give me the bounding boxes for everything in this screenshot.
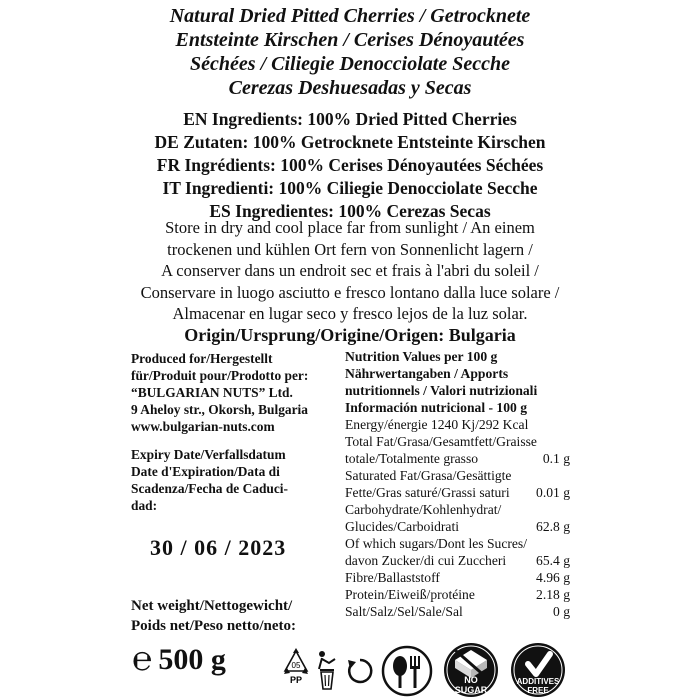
ingredients-it: IT Ingredienti: 100% Ciliegie Denocciolate Secche <box>162 178 538 198</box>
nutrition-label: Fibre/Ballaststoff <box>345 570 440 585</box>
storage-line: Almacenar en lugar seco y fresco lejos de la luz solar. <box>172 304 528 324</box>
recycle-number: 05 <box>291 661 301 670</box>
product-title <box>0 4 700 100</box>
additives-line2: FREE <box>527 686 549 695</box>
nutrition-row <box>345 552 570 569</box>
nutrition-row <box>345 416 570 433</box>
tidyman-bin-icon <box>313 649 339 695</box>
nutrition-header: Nährwertangaben / Apports <box>345 366 509 381</box>
nutrition-value: 0.1 g <box>542 451 570 466</box>
expiry-label-line: Expiry Date/Verfallsdatum <box>131 447 286 462</box>
no-sugar-line1: NO <box>464 675 478 685</box>
nutrition-value: 62.8 g <box>536 519 570 534</box>
expiry-label-line: dad: <box>131 498 158 513</box>
nutrition-row <box>345 586 570 603</box>
nutrition-label: Glucides/Carboidrati <box>345 519 460 534</box>
nutrition-header: nutritionnels / Valori nutrizionali <box>345 383 538 398</box>
ingredients-de: DE Zutaten: 100% Getrocknete Entsteinte Kirschen <box>154 132 546 152</box>
weight-amount: 500 g <box>158 643 226 676</box>
producer-line: für/Produit pour/Prodotto per: <box>131 368 309 383</box>
ingredients-es: ES Ingredientes: 100% Cerezas Secas <box>209 201 491 221</box>
recycle-loop-icon <box>345 655 375 691</box>
storage-instructions <box>0 217 700 325</box>
nutrition-label: totale/Totalmente grasso <box>345 451 479 466</box>
ingredients-block <box>0 108 700 223</box>
additives-line1: ADDITIVES <box>516 677 560 686</box>
recycle-code: PP <box>289 675 303 685</box>
storage-line: trockenen und kühlen Ort fern von Sonnenlicht lagern / <box>167 239 533 259</box>
nutrition-header: Nutrition Values per 100 g <box>345 349 498 364</box>
net-weight-line: Poids net/Peso netto/neto: <box>131 618 296 634</box>
producer-website: www.bulgarian-nuts.com <box>131 419 275 434</box>
title-line: Natural Dried Pitted Cherries / Getrocknete <box>169 5 531 27</box>
nutrition-row <box>345 484 570 501</box>
producer-info <box>131 350 308 435</box>
no-sugar-line2: SUGAR <box>454 685 488 695</box>
food-safe-icon <box>379 644 435 698</box>
nutrition-label: Energy/énergie 1240 Kj/292 Kcal <box>345 417 529 432</box>
estimated-sign-icon: ℮ <box>132 641 153 678</box>
expiry-date: 30 / 06 / 2023 <box>150 535 287 560</box>
nutrition-label: Of which sugars/Dont les Sucres/ <box>345 536 527 551</box>
producer-line: Produced for/Hergestellt <box>131 351 273 366</box>
title-line: Entsteinte Kirschen / Cerises Dénoyautées <box>175 29 525 51</box>
net-weight-label <box>131 596 296 636</box>
nutrition-row <box>345 450 570 467</box>
storage-line: A conserver dans un endroit sec et frais à l'abri du soleil / <box>161 261 539 281</box>
nutrition-row <box>345 467 570 484</box>
producer-line: “BULGARIAN NUTS” Ltd. <box>131 385 293 400</box>
nutrition-header: Información nutricional - 100 g <box>345 400 528 415</box>
nutrition-label: Fette/Gras saturé/Grassi saturi <box>345 485 510 500</box>
no-sugar-icon <box>441 642 501 699</box>
storage-line: Conservare in luogo asciutto e fresco lontano dalla luce solare / <box>140 282 560 302</box>
nutrition-label: davon Zucker/di cui Zuccheri <box>345 553 507 568</box>
nutrition-label: Carbohydrate/Kohlenhydrat/ <box>345 502 502 517</box>
nutrition-row <box>345 433 570 450</box>
title-line: Séchées / Ciliegie Denocciolate Secche <box>190 53 510 75</box>
ingredients-fr: FR Ingrédients: 100% Cerises Dénoyautées Séchées <box>156 155 544 175</box>
nutrition-row <box>345 569 570 586</box>
expiry-label <box>131 446 288 514</box>
nutrition-table <box>345 348 570 620</box>
nutrition-value: 65.4 g <box>536 553 570 568</box>
nutrition-value: 2.18 g <box>536 587 570 602</box>
nutrition-value: 0 g <box>553 604 570 619</box>
nutrition-row <box>345 603 570 620</box>
nutrition-row <box>345 535 570 552</box>
title-line: Cerezas Deshuesadas y Secas <box>228 77 472 99</box>
nutrition-value: 4.96 g <box>536 570 570 585</box>
origin-line: Origin/Ursprung/Origine/Origen: Bulgaria <box>184 325 516 345</box>
nutrition-label: Saturated Fat/Grasa/Gesättigte <box>345 468 512 483</box>
recycle-pp-icon <box>283 647 309 695</box>
nutrition-label: Total Fat/Grasa/Gesamtfett/Graisse <box>345 434 537 449</box>
ingredients-en: EN Ingredients: 100% Dried Pitted Cherries <box>183 109 517 129</box>
producer-line: 9 Aheloy str., Okorsh, Bulgaria <box>131 402 308 417</box>
nutrition-row <box>345 501 570 518</box>
expiry-label-line: Scadenza/Fecha de Caduci- <box>131 481 288 496</box>
label-icons <box>283 641 573 699</box>
net-weight-line: Net weight/Nettogewicht/ <box>131 598 293 614</box>
nutrition-value: 0.01 g <box>536 485 570 500</box>
nutrition-label: Salt/Salz/Sel/Sale/Sal <box>345 604 463 619</box>
nutrition-label: Protein/Eiweiß/protéine <box>345 587 475 602</box>
expiry-label-line: Date d'Expiration/Data di <box>131 464 280 479</box>
nutrition-row <box>345 518 570 535</box>
net-weight <box>132 641 226 679</box>
storage-line: Store in dry and cool place far from sunlight / An einem <box>165 218 535 237</box>
additives-free-icon <box>508 642 568 699</box>
